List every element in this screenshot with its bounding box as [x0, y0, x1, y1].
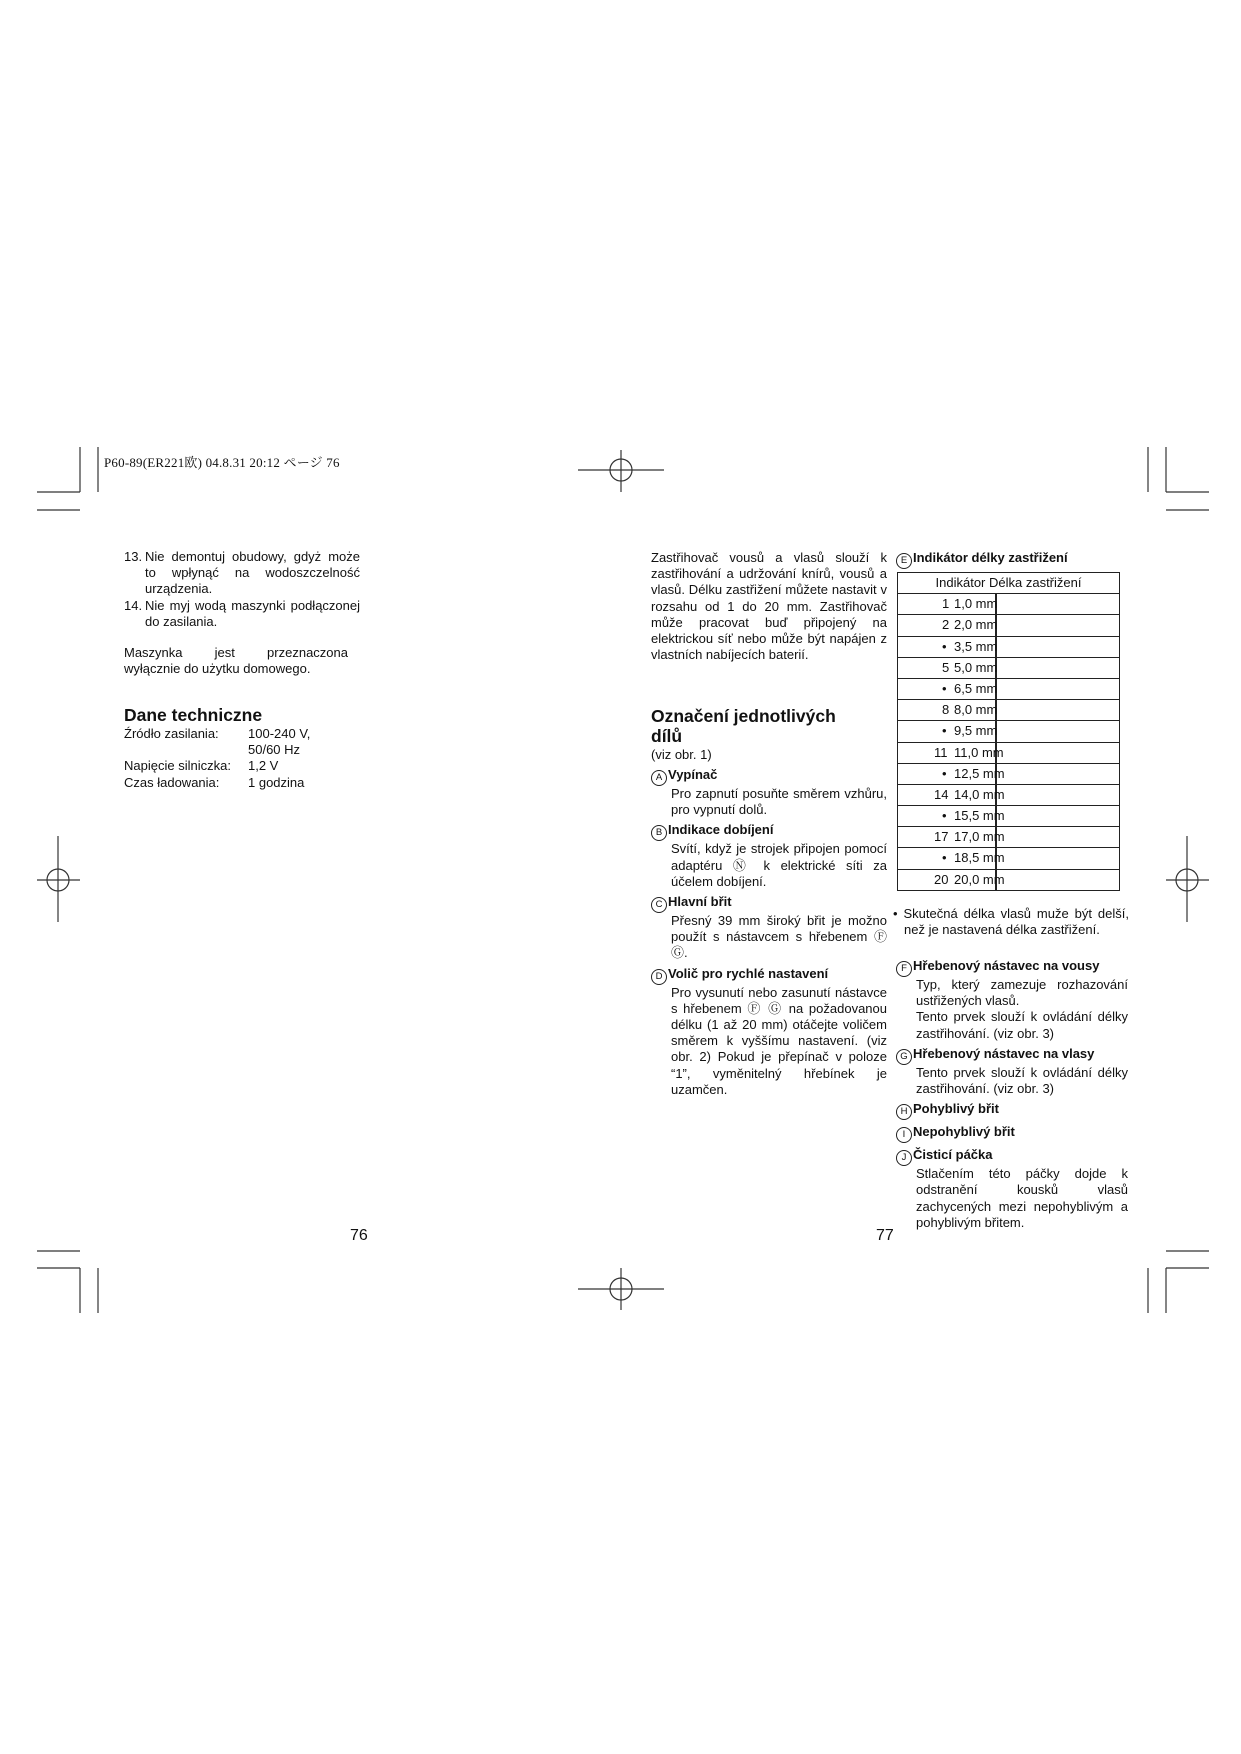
part-title: Indikace dobíjení: [668, 822, 774, 838]
part-marker-h: H: [896, 1104, 912, 1120]
length-value: 8,0 mm: [954, 702, 998, 718]
part-j: [896, 1147, 1128, 1231]
part-d: [651, 966, 887, 1098]
part-title: Hlavní břit: [668, 894, 732, 910]
spec-value: 100-240 V,: [248, 726, 311, 741]
length-table-header: [898, 573, 1119, 594]
indicator-value: 5: [942, 659, 950, 675]
warning-14: [124, 598, 360, 630]
spec-label: Źródło zasilania:: [124, 726, 219, 741]
intro-paragraph: Zastřihovač vousů a vlasů slouží k zastřihování a udržování knírů, vousů a vlasů. Délku zastřižení můžete nastavit v rozsahu od 1 do 20 mm. Zastřihovač může pracovat buď připojený na elektrickou síť nebo může být napájen z vlastních nabíjecích baterií.: [651, 550, 887, 663]
part-description-2: Tento prvek slouží k ovládání délky zastřihování. (viz obr. 3): [916, 1009, 1128, 1041]
length-value: 14,0 mm: [954, 786, 1005, 802]
length-value: 2,0 mm: [954, 617, 998, 633]
print-header: P60-89(ER221欧) 04.8.31 20:12 ページ 76: [104, 455, 340, 470]
indicator-value: 8: [942, 702, 950, 718]
length-table-row: [898, 848, 1119, 869]
part-marker-j: J: [896, 1150, 912, 1166]
part-marker-e: E: [896, 553, 912, 569]
part-title: Vypínač: [668, 767, 718, 782]
length-value: 20,0 mm: [954, 871, 1005, 887]
indicator-value: •: [942, 723, 947, 739]
indicator-value: •: [942, 638, 947, 654]
length-note: [893, 906, 1129, 938]
part-description: Pro zapnutí posuňte směrem vzhůru, pro vypnutí dolů.: [671, 786, 887, 818]
spec-label: Czas ładowania:: [124, 774, 220, 790]
part-title: Pohyblivý břit: [913, 1101, 999, 1117]
warning-14-number: 14.: [124, 597, 143, 613]
spec-label: [124, 742, 248, 758]
spec-value: 50/60 Hz: [248, 742, 301, 758]
length-table-row: [898, 615, 1119, 636]
part-marker-a: A: [651, 770, 667, 786]
length-table-row: [898, 679, 1119, 700]
spec-row: [124, 758, 310, 774]
length-table-row: [898, 827, 1119, 848]
part-h: [896, 1101, 1128, 1120]
part-description: Tento prvek slouží k ovládání délky zastřihování. (viz obr. 3): [916, 1064, 1128, 1097]
length-table: [897, 572, 1120, 891]
part-marker-c: C: [651, 897, 667, 913]
indicator-value: 11: [934, 744, 948, 760]
length-value: 3,5 mm: [954, 638, 998, 654]
page-number-left: 76: [350, 1227, 368, 1244]
part-description: Typ, který zamezuje rozhazování ustřižených vlasů.: [916, 977, 1128, 1009]
indicator-value: •: [942, 808, 947, 824]
length-table-row: [898, 700, 1119, 721]
part-title: Čisticí páčka: [913, 1147, 993, 1163]
warning-13-text: Nie demontuj obudowy, gdyż może to wpłynąć na wodoszczelność urządzenia.: [145, 549, 360, 597]
parts-figure-ref: (viz obr. 1): [651, 747, 712, 762]
parts-heading-line1: Označení jednotlivých: [651, 706, 836, 726]
part-marker-d: D: [651, 969, 667, 985]
length-table-row: [898, 721, 1119, 742]
indicator-value: •: [942, 680, 947, 696]
length-table-row: [898, 658, 1119, 679]
indicator-value: 2: [942, 617, 950, 633]
length-value: 5,0 mm: [954, 659, 998, 675]
tech-specs-table: [124, 726, 310, 791]
indicator-value: 20: [934, 871, 949, 887]
part-title: Nepohyblivý břit: [913, 1124, 1015, 1140]
part-title: Volič pro rychlé nastavení: [668, 965, 829, 981]
parts-list-right: [896, 958, 1128, 1235]
spec-value: 1 godzina: [248, 774, 305, 790]
length-table-header-text: Indikátor Délka zastřižení: [935, 575, 1082, 590]
length-value: 15,5 mm: [954, 808, 1005, 824]
length-value: 18,5 mm: [954, 850, 1005, 866]
length-table-row: [898, 785, 1119, 806]
part-i: [896, 1124, 1128, 1143]
length-value: 12,5 mm: [954, 765, 1005, 781]
indicator-value: 14: [934, 786, 949, 802]
length-table-row: [898, 743, 1119, 764]
part-marker-b: B: [651, 825, 667, 841]
spec-value: 1,2 V: [248, 758, 279, 774]
page-number-right: 77: [876, 1227, 894, 1244]
part-marker-f: F: [896, 961, 912, 977]
indicator-value: 1: [942, 596, 950, 612]
spec-row: [124, 726, 310, 742]
length-table-row: [898, 594, 1119, 615]
length-value: 1,0 mm: [954, 596, 998, 612]
spec-label: Napięcie silniczka:: [124, 758, 231, 774]
part-marker-i: I: [896, 1127, 912, 1143]
indicator-heading: [896, 550, 1068, 569]
warning-13: [124, 549, 360, 598]
part-marker-g: G: [896, 1049, 912, 1065]
warning-13-number: 13.: [124, 549, 143, 564]
length-note-text: • Skutečná délka vlasů muže být delší, než je nastavená délka zastřižení.: [893, 906, 1129, 938]
length-value: 11,0 mm: [954, 744, 1004, 760]
length-value: 6,5 mm: [954, 680, 998, 696]
length-value: 17,0 mm: [954, 829, 1005, 845]
part-description: Svítí, když je strojek připojen pomocí adaptéru Ⓝ k elektrické síti za účelem dobíjení.: [671, 841, 887, 889]
length-table-row: [898, 637, 1119, 658]
part-description: Pro vysunutí nebo zasunutí nástavce s hřebenem Ⓕ Ⓖ na požadovanou délku (1 až 20 mm) otáčejte voličem směrem k vyššímu nastavení. (viz obr. 2) Pokud je přepínač v poloze “1”, vyměnitelný hřebínek je uzamčen.: [671, 984, 887, 1097]
spec-row: [124, 775, 310, 791]
part-b: [651, 822, 887, 890]
warnings-list: [124, 549, 360, 630]
indicator-value: •: [942, 765, 947, 781]
household-use-note: Maszynka jest przeznaczona wyłącznie do użytku domowego.: [124, 645, 348, 677]
tech-data-heading: Dane techniczne: [124, 705, 263, 725]
parts-heading: [651, 706, 836, 746]
indicator-value: 17: [934, 829, 949, 845]
warning-14-text: Nie myj wodą maszynki podłączonej do zasilania.: [145, 597, 360, 629]
parts-list-middle: [651, 767, 887, 1102]
length-table-row: [898, 806, 1119, 827]
part-g: [896, 1046, 1128, 1097]
indicator-title: Indikátor délky zastřižení: [913, 550, 1068, 565]
indicator-value: •: [942, 850, 947, 866]
length-table-row: [898, 870, 1119, 890]
part-a: [651, 767, 887, 818]
part-c: [651, 894, 887, 962]
length-value: 9,5 mm: [954, 723, 998, 739]
part-title: Hřebenový nástavec na vlasy: [913, 1045, 1095, 1061]
length-table-row: [898, 764, 1119, 785]
parts-heading-line2: dílů: [651, 726, 683, 746]
part-description: Přesný 39 mm široký břit je možno použít s nástavcem s hřebenem Ⓕ Ⓖ.: [671, 913, 887, 961]
part-title: Hřebenový nástavec na vousy: [913, 958, 1100, 973]
part-f: [896, 958, 1128, 1042]
spec-row: [124, 742, 310, 758]
part-description: Stlačením této páčky dojde k odstranění kousků vlasů zachycených mezi nepohyblivým a pohyblivým břitem.: [916, 1166, 1128, 1230]
